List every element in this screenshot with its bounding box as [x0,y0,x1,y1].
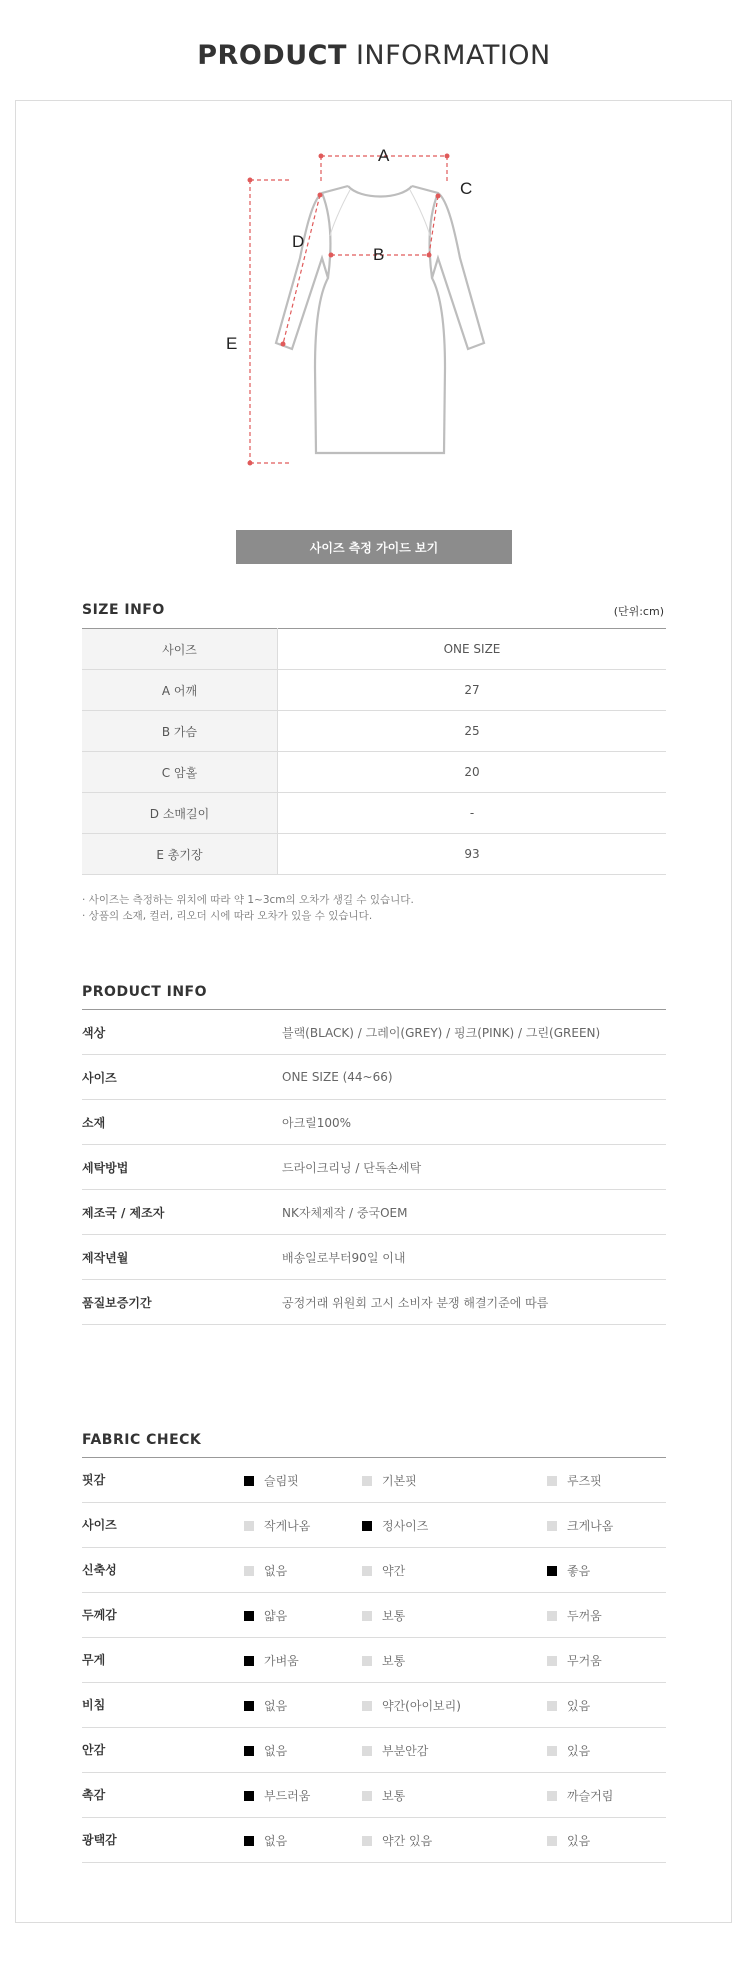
fabric-row [82,1503,666,1548]
unchecked-square-icon [547,1611,557,1621]
fabric-option-label: 까슬거림 [567,1789,614,1803]
fabric-option [547,1818,590,1863]
checked-square-icon [244,1836,254,1846]
unchecked-square-icon [362,1791,372,1801]
info-label: 세탁방법 [82,1160,129,1175]
info-label: 제작년월 [82,1250,129,1265]
table-row [82,752,666,793]
fabric-option [362,1638,405,1683]
checked-square-icon [244,1611,254,1621]
fabric-option-label: 좋음 [567,1564,591,1578]
fabric-option [362,1818,432,1863]
fabric-option [362,1548,405,1593]
diagram-label-d: D [292,232,305,251]
checked-square-icon [244,1476,254,1486]
info-label: 소재 [82,1115,106,1130]
fabric-option [547,1773,613,1818]
note-line: · 상품의 소재, 컬러, 리오더 시에 따라 오차가 있을 수 있습니다. [82,910,373,922]
fabric-option-label: 정사이즈 [382,1519,429,1533]
fabric-row [82,1818,666,1863]
fabric-option [362,1458,417,1503]
fabric-option-selected [244,1593,287,1638]
page-title [0,40,748,71]
fabric-option [362,1593,405,1638]
fabric-option-label: 부드러움 [264,1789,311,1803]
row-label: D 소매길이 [82,793,278,834]
row-label: E 총기장 [82,834,278,875]
row-label: B 가슴 [82,711,278,752]
fabric-row [82,1548,666,1593]
fabric-option-selected [244,1638,299,1683]
note-line: · 사이즈는 측정하는 위치에 따라 약 1~3cm의 오차가 생길 수 있습니다. [82,894,414,906]
fabric-row [82,1773,666,1818]
info-value: 블랙(BLACK) / 그레이(GREY) / 핑크(PINK) / 그린(GREEN) [282,1025,601,1040]
fabric-option-label: 무거움 [567,1654,602,1668]
checked-square-icon [547,1566,557,1576]
dress-size-diagram [200,138,520,508]
info-row-size [82,1055,666,1100]
info-value: NK자체제작 / 중국OEM [282,1205,408,1220]
size-table [82,628,666,875]
dress-outline-icon [276,186,484,453]
info-row-manufacturer [82,1190,666,1235]
fabric-label: 신축성 [82,1563,117,1577]
checked-square-icon [362,1521,372,1531]
fabric-option [244,1548,287,1593]
row-value: 25 [278,711,667,752]
fabric-option-label: 얇음 [264,1609,288,1623]
header-size: 사이즈 [82,629,278,670]
fabric-option-label: 보통 [382,1609,406,1623]
checked-square-icon [244,1656,254,1666]
fabric-row [82,1638,666,1683]
info-value: 배송일로부터90일 이내 [282,1250,406,1265]
info-value: 공정거래 위원회 고시 소비자 분쟁 해결기준에 따름 [282,1295,549,1310]
fabric-option-selected [244,1773,310,1818]
table-row [82,793,666,834]
fabric-option-label: 크게나옴 [567,1519,614,1533]
unit-label: (단위:cm) [613,605,664,618]
info-label: 사이즈 [82,1070,117,1085]
fabric-option-selected [244,1728,287,1773]
unchecked-square-icon [362,1836,372,1846]
fabric-option-label: 작게나옴 [264,1519,311,1533]
fabric-label: 무게 [82,1653,106,1667]
info-row-washing [82,1145,666,1190]
row-value: 20 [278,752,667,793]
info-row-warranty [82,1280,666,1325]
fabric-option-label: 보통 [382,1789,406,1803]
unchecked-square-icon [244,1566,254,1576]
fabric-option [362,1683,461,1728]
fabric-label: 광택감 [82,1833,117,1847]
header-one-size: ONE SIZE [278,629,667,670]
fabric-option-label: 있음 [567,1834,591,1848]
unchecked-square-icon [362,1746,372,1756]
fabric-label: 두께감 [82,1608,117,1622]
row-label: A 어깨 [82,670,278,711]
diagram-label-c: C [460,179,473,198]
fabric-option-label: 약간 [382,1564,406,1578]
diagram-label-a: A [378,146,390,165]
fabric-option [362,1728,428,1773]
fabric-option-selected [244,1458,299,1503]
fabric-option [244,1503,310,1548]
fabric-option-label: 보통 [382,1654,406,1668]
checked-square-icon [244,1791,254,1801]
fabric-option [547,1503,613,1548]
unchecked-square-icon [547,1656,557,1666]
fabric-option [547,1638,602,1683]
row-label: C 암홀 [82,752,278,793]
unchecked-square-icon [547,1791,557,1801]
fabric-option-label: 없음 [264,1699,288,1713]
fabric-option-label: 두꺼움 [567,1609,602,1623]
diagram-label-e: E [226,334,238,353]
unchecked-square-icon [547,1521,557,1531]
fabric-option-label: 없음 [264,1834,288,1848]
row-value: 27 [278,670,667,711]
fabric-option [547,1728,590,1773]
unchecked-square-icon [362,1611,372,1621]
checked-square-icon [244,1701,254,1711]
table-row [82,711,666,752]
fabric-option-selected [244,1818,287,1863]
fabric-row [82,1683,666,1728]
fabric-option-label: 없음 [264,1564,288,1578]
size-guide-button[interactable]: 사이즈 측정 가이드 보기 [236,530,512,564]
info-value: ONE SIZE (44~66) [282,1070,393,1084]
info-value: 드라이크리닝 / 단독손세탁 [282,1160,422,1175]
unchecked-square-icon [547,1476,557,1486]
row-value: 93 [278,834,667,875]
fabric-label: 사이즈 [82,1518,117,1532]
fabric-option-label: 슬림핏 [264,1474,299,1488]
fabric-option-selected [547,1548,590,1593]
fabric-option-label: 약간 있음 [382,1834,433,1848]
fabric-option [362,1773,405,1818]
fabric-label: 비침 [82,1698,106,1712]
fabric-label: 촉감 [82,1788,106,1802]
fabric-check-title: FABRIC CHECK [82,1432,202,1448]
fabric-option-label: 기본핏 [382,1474,417,1488]
fabric-option-label: 약간(아이보리) [382,1699,461,1713]
table-header-row [82,629,666,670]
fabric-option-selected [244,1683,287,1728]
fabric-option-selected [362,1503,428,1548]
unchecked-square-icon [362,1566,372,1576]
unchecked-square-icon [547,1836,557,1846]
product-info-title: PRODUCT INFO [82,984,208,1000]
unchecked-square-icon [547,1746,557,1756]
fabric-row [82,1593,666,1638]
fabric-option [547,1683,590,1728]
info-label: 제조국 / 제조자 [82,1205,165,1220]
info-value: 아크릴100% [282,1115,352,1130]
fabric-option [547,1458,602,1503]
title-light: INFORMATION [346,40,551,71]
fabric-label: 안감 [82,1743,106,1757]
info-label: 품질보증기간 [82,1295,152,1310]
info-row-color [82,1010,666,1055]
checked-square-icon [244,1746,254,1756]
table-row [82,834,666,875]
size-notes [82,892,414,924]
fabric-option-label: 가벼움 [264,1654,299,1668]
unchecked-square-icon [362,1476,372,1486]
table-row [82,670,666,711]
title-bold: PRODUCT [197,40,347,71]
fabric-option [547,1593,602,1638]
unchecked-square-icon [362,1656,372,1666]
fabric-row [82,1458,666,1503]
fabric-row [82,1728,666,1773]
info-row-material [82,1100,666,1145]
unchecked-square-icon [362,1701,372,1711]
unchecked-square-icon [547,1701,557,1711]
unchecked-square-icon [244,1521,254,1531]
info-row-production-date [82,1235,666,1280]
diagram-label-b: B [373,245,385,264]
fabric-option-label: 있음 [567,1744,591,1758]
fabric-option-label: 부분안감 [382,1744,429,1758]
fabric-option-label: 있음 [567,1699,591,1713]
row-value: - [278,793,667,834]
fabric-option-label: 루즈핏 [567,1474,602,1488]
fabric-label: 핏감 [82,1473,106,1487]
info-label: 색상 [82,1025,106,1040]
size-info-title: SIZE INFO [82,602,165,618]
fabric-option-label: 없음 [264,1744,288,1758]
